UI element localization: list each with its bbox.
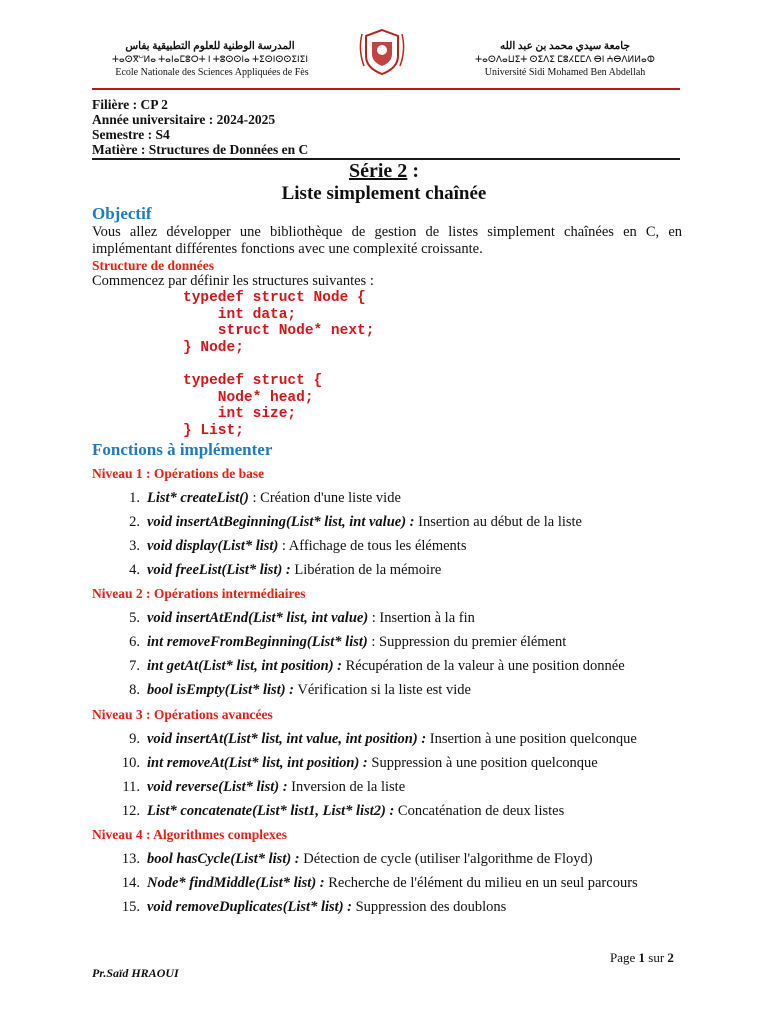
function-description: : Création d'une liste vide — [248, 490, 401, 506]
function-item — [113, 755, 598, 772]
level-title: Niveau 1 : Opérations de base — [92, 466, 265, 481]
function-item — [113, 514, 582, 531]
function-signature: Node* findMiddle(List* list) : — [147, 875, 325, 891]
item-number: 7. — [129, 658, 140, 674]
filiere-line: Filière : CP 2 — [92, 97, 168, 112]
function-item — [113, 875, 638, 892]
usmba-arabic-name: جامعة سيدي محمد بن عبد الله — [500, 41, 630, 52]
function-description: Suppression des doublons — [351, 899, 507, 915]
function-signature: int getAt(List* list, int position) : — [147, 658, 342, 674]
item-number: 2. — [129, 514, 140, 530]
level-title: Niveau 2 : Opérations intermédiaires — [92, 586, 306, 601]
usmba-tifinagh-name: ⵜⴰⵙⴷⴰⵡⵉⵜ ⵙⵉⴷⵉ ⵎⵓⵃⵎⵎⴷ ⴱⵏ ⵄⴱⴷⵍⵍⴰⵀ — [475, 54, 655, 64]
function-description: Suppression à une position quelconque — [367, 755, 598, 771]
serie-label: Série 2 — [349, 160, 408, 182]
function-signature: void insertAtEnd(List* list, int value) — [147, 610, 369, 626]
structure-heading: Structure de données — [92, 258, 215, 273]
function-description: Inversion de la liste — [287, 779, 406, 795]
university-crest-logo — [354, 26, 410, 78]
function-description: Détection de cycle (utiliser l'algorithme de Floyd) — [299, 851, 593, 867]
function-item — [113, 731, 637, 748]
function-description: Concaténation de deux listes — [394, 803, 565, 819]
code-list-struct: typedef struct { Node* head; int size; } List; — [183, 373, 323, 439]
semestre-line: Semestre : S4 — [92, 127, 170, 142]
ensa-arabic-name: المدرسة الوطنية للعلوم التطبيقية بفاس — [125, 41, 295, 52]
item-number: 8. — [129, 682, 140, 698]
function-description: Insertion à une position quelconque — [426, 731, 637, 747]
function-signature: void removeDuplicates(List* list) : — [147, 899, 352, 915]
item-number: 11. — [122, 779, 140, 795]
item-number: 1. — [129, 490, 140, 506]
ensa-french-name: Ecole Nationale des Sciences Appliquées de Fès — [115, 67, 309, 78]
item-number: 6. — [129, 634, 140, 650]
document-subtitle: Liste simplement chaînée — [281, 183, 487, 204]
item-number: 14. — [121, 875, 140, 891]
item-number: 10. — [121, 755, 140, 771]
level-title: Niveau 3 : Opérations avancées — [92, 707, 273, 722]
function-signature: void reverse(List* list) : — [147, 779, 288, 795]
page-number — [610, 950, 674, 966]
function-item — [113, 658, 625, 675]
function-signature: void insertAt(List* list, int value, int position) : — [147, 731, 427, 747]
objectif-text: Vous allez développer une bibliothèque de gestion de listes simplement chaînées en C, en implémentant différentes fonctions avec une complexité croissante. — [92, 224, 682, 257]
function-signature: void freeList(List* list) : — [147, 562, 291, 578]
function-signature: List* concatenate(List* list1, List* list2) : — [147, 803, 395, 819]
function-description: : Suppression du premier élément — [367, 634, 567, 650]
annee-line: Année universitaire : 2024-2025 — [92, 112, 276, 127]
objectif-heading: Objectif — [92, 204, 152, 223]
function-description: : Insertion à la fin — [368, 610, 475, 626]
function-item — [113, 562, 441, 579]
item-number: 5. — [129, 610, 140, 626]
functions-heading: Fonctions à implémenter — [92, 440, 273, 459]
function-item — [113, 851, 593, 868]
header-red-rule — [92, 88, 680, 90]
item-number: 4. — [129, 562, 140, 578]
function-signature: void display(List* list) — [147, 538, 279, 554]
item-number: 3. — [129, 538, 140, 554]
page-total: 2 — [667, 950, 674, 965]
matiere-line: Matière : Structures de Données en C — [92, 142, 309, 157]
function-item — [113, 803, 564, 820]
function-description: Vérification si la liste est vide — [294, 682, 471, 698]
ensa-tifinagh-name: ⵜⴰⵙⴳⵯⵍⴰ ⵜⴰⵏⴰⵎⵓⵔⵜ ⵏ ⵜⵓⵙⵙⵏⴰ ⵜⵉⵙⵏⵙⵙⵉⵏⵉⵏ — [111, 54, 309, 64]
function-signature: int removeAt(List* list, int position) : — [147, 755, 368, 771]
function-description: Recherche de l'élément du milieu en un seul parcours — [324, 875, 638, 891]
level-title: Niveau 4 : Algorithmes complexes — [92, 827, 287, 842]
function-item — [113, 682, 471, 699]
function-item — [113, 610, 475, 627]
function-description: Libération de la mémoire — [290, 562, 442, 578]
page-mid: sur — [645, 950, 668, 965]
author-name: Pr.Saïd HRAOUI — [92, 966, 179, 980]
function-item — [113, 490, 401, 507]
function-item — [113, 538, 466, 555]
function-description: Insertion au début de la liste — [414, 514, 582, 530]
function-signature: bool hasCycle(List* list) : — [147, 851, 300, 867]
function-item — [113, 899, 506, 916]
function-signature: bool isEmpty(List* list) : — [147, 682, 295, 698]
item-number: 13. — [121, 851, 140, 867]
item-number: 15. — [121, 899, 140, 915]
serie-colon: : — [407, 160, 419, 182]
item-number: 12. — [121, 803, 140, 819]
usmba-french-name: Université Sidi Mohamed Ben Abdellah — [484, 67, 646, 78]
function-signature: List* createList() — [147, 490, 249, 506]
serie-title — [0, 160, 768, 183]
function-signature: int removeFromBeginning(List* list) — [147, 634, 368, 650]
function-signature: void insertAtBeginning(List* list, int value) : — [147, 514, 415, 530]
page-current: 1 — [638, 950, 646, 965]
page-prefix: Page — [610, 950, 639, 965]
code-node-struct: typedef struct Node { int data; struct Node* next; } Node; — [183, 290, 375, 356]
function-description: : Affichage de tous les éléments — [278, 538, 467, 554]
structure-intro: Commencez par définir les structures suivantes : — [92, 273, 374, 289]
function-item — [113, 779, 405, 796]
function-item — [113, 634, 566, 651]
function-description: Récupération de la valeur à une position donnée — [341, 658, 625, 674]
item-number: 9. — [129, 731, 140, 747]
